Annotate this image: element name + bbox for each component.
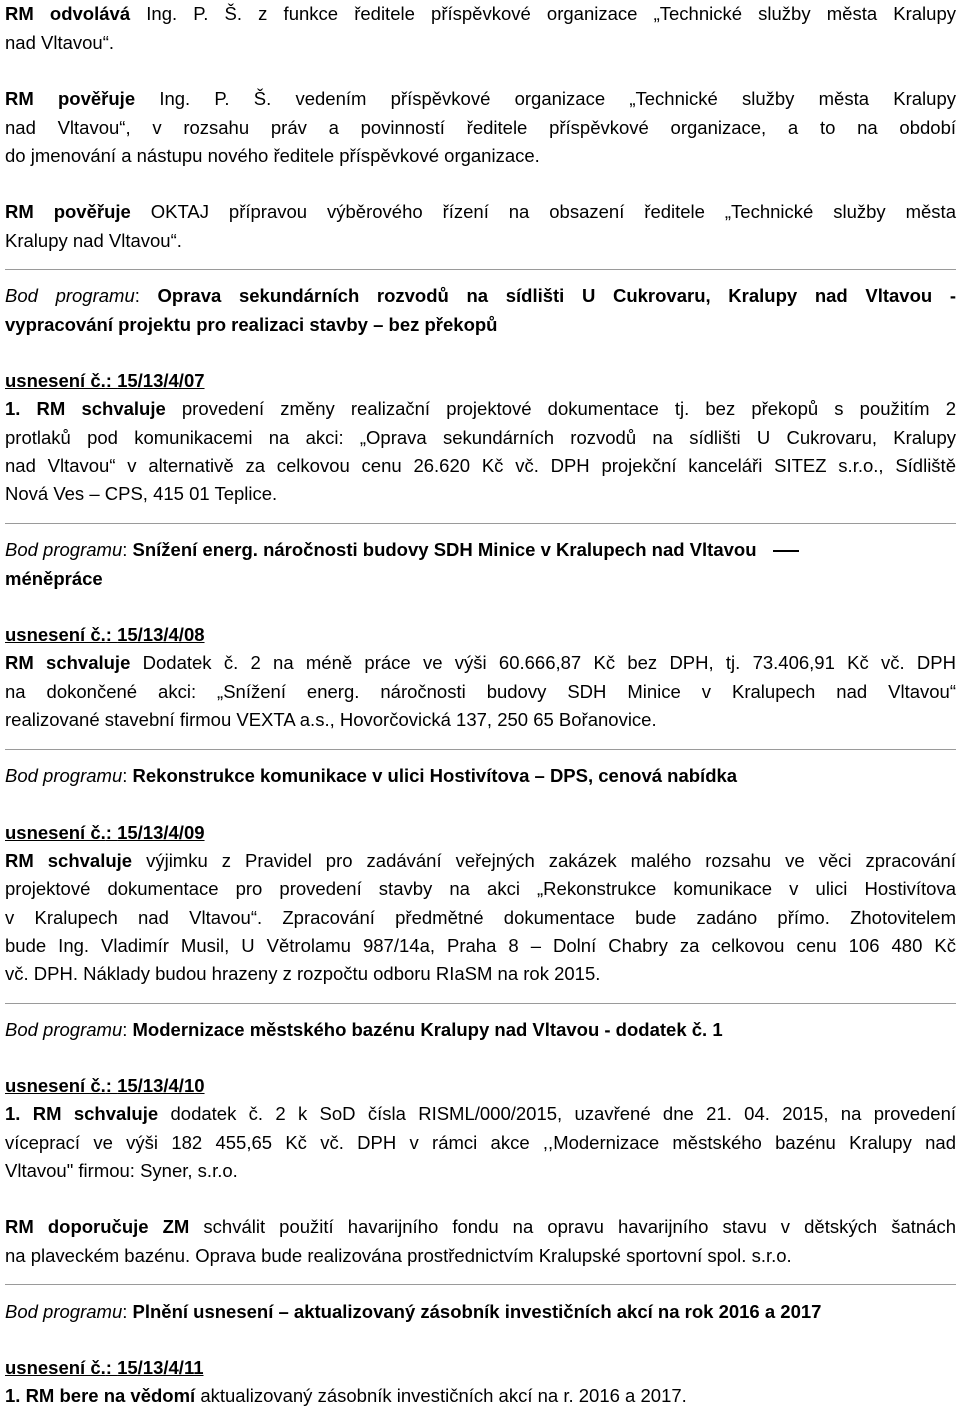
agenda-item-title: Bod programu: Plnění usnesení – aktualizovaný zásobník investičních akcí na rok 2016 a 2017	[5, 1301, 822, 1322]
decision-text: dodatek č. 2 k SoD čísla RISML/000/2015, uzavřené dne 21. 04. 2015, na provedení	[158, 1103, 956, 1124]
section-divider	[5, 1003, 956, 1004]
text-line	[5, 849, 956, 873]
text-line: Kralupy nad Vltavou“.	[5, 230, 182, 251]
resolution-number: usnesení č.: 15/13/4/09	[5, 822, 205, 843]
decision-verb: RM odvolává	[5, 3, 131, 24]
agenda-item-title: Bod programu: Snížení energ. náročnosti budovy SDH Minice v Kralupech nad Vltavou	[5, 538, 799, 562]
text-line: realizované stavební firmou VEXTA a.s., Hovorčovická 137, 250 65 Bořanovice.	[5, 709, 657, 730]
agenda-title: Plnění usnesení – aktualizovaný zásobník investičních akcí na rok 2016 a 2017	[132, 1301, 822, 1322]
section-divider	[5, 523, 956, 524]
decision-text: výjimku z Pravidel pro zadávání veřejných zakázek malého rozsahu ve věci zpracování	[132, 850, 956, 871]
agenda-label: Bod programu	[5, 539, 123, 560]
resolution-label: usnesení č.	[5, 624, 106, 645]
text-line	[5, 1215, 956, 1239]
agenda-title: Snížení energ. náročnosti budovy SDH Minice v Kralupech nad Vltavou	[132, 539, 757, 560]
resolution-number: usnesení č.: 15/13/4/10	[5, 1075, 205, 1096]
text-line: víceprací ve výši 182 455,65 Kč vč. DPH v rámci akce ,,Modernizace městského bazénu Kralupy nad	[5, 1132, 956, 1153]
resolution-number: usnesení č.: 15/13/4/08	[5, 624, 205, 645]
resolution-id: 15/13/4/07	[117, 370, 205, 391]
agenda-item-title: Bod programu: Rekonstrukce komunikace v ulici Hostivítova – DPS, cenová nabídka	[5, 765, 738, 786]
text-line	[5, 87, 956, 111]
section-divider	[5, 269, 956, 270]
decision-verb: RM pověřuje	[5, 88, 136, 109]
agenda-item-title: méněpráce	[5, 568, 103, 589]
agenda-label: Bod programu	[5, 1019, 123, 1040]
decision-verb: RM doporučuje ZM	[5, 1216, 190, 1237]
decision-text: Ing. P. Š. vedením příspěvkové organizace „Technické služby města Kralupy	[135, 88, 956, 109]
agenda-title: Rekonstrukce komunikace v ulici Hostivítova – DPS, cenová nabídka	[132, 765, 738, 786]
resolution-id: 15/13/4/11	[117, 1357, 204, 1378]
decision-verb: 1. RM schvaluje	[5, 398, 166, 419]
text-line: bude Ing. Vladimír Musil, U Větrolamu 987/14a, Praha 8 – Dolní Chabry za celkovou cenu 106 480 Kč	[5, 935, 956, 956]
text-line	[5, 2, 956, 26]
text-line	[5, 1384, 687, 1408]
decision-text: schválit použití havarijního fondu na opravu havarijního stavu v dětských šatnách	[189, 1216, 956, 1237]
agenda-item-title: Bod programu: Oprava sekundárních rozvodů na sídlišti U Cukrovaru, Kralupy nad Vltavou -	[5, 285, 956, 306]
resolution-id: 15/13/4/08	[117, 624, 205, 645]
agenda-label: Bod programu	[5, 285, 135, 306]
resolution-number: usnesení č.: 15/13/4/07	[5, 370, 205, 391]
text-line: vč. DPH. Náklady budou hrazeny z rozpočtu odboru RIaSM na rok 2015.	[5, 963, 601, 984]
resolution-label: usnesení č.	[5, 1357, 106, 1378]
text-line: nad Vltavou“, v rozsahu práv a povinností ředitele příspěvkové organizace, a to na období	[5, 117, 956, 138]
text-line: protlaků pod komunikacemi na akci: „Oprava sekundárních rozvodů na sídlišti U Cukrovaru, Kralupy	[5, 427, 956, 448]
decision-text: aktualizovaný zásobník investičních akcí na r. 2016 a 2017.	[195, 1385, 687, 1406]
text-line: v Kralupech nad Vltavou“. Zpracování předmětné dokumentace bude zadáno přímo. Zhotovitelem	[5, 907, 956, 928]
text-line	[5, 651, 956, 675]
decision-verb: RM pověřuje	[5, 201, 131, 222]
decision-verb: RM schvaluje	[5, 850, 133, 871]
decision-verb: RM schvaluje	[5, 652, 131, 673]
text-line: Vltavou" firmou: Syner, s.r.o.	[5, 1160, 238, 1181]
text-line: do jmenování a nástupu nového ředitele příspěvkové organizace.	[5, 145, 540, 166]
decision-verb: 1. RM schvaluje	[5, 1103, 159, 1124]
section-divider	[5, 749, 956, 750]
text-line	[5, 200, 956, 224]
decision-text: OKTAJ přípravou výběrového řízení na obsazení ředitele „Technické služby města	[130, 201, 956, 222]
text-line	[5, 397, 956, 421]
decision-text: Ing. P. Š. z funkce ředitele příspěvkové organizace „Technické služby města Kralupy	[130, 3, 956, 24]
text-line: nad Vltavou“ v alternativě za celkovou cenu 26.620 Kč vč. DPH projekční kanceláři SITEZ s.r.o., Sídliště	[5, 455, 956, 476]
text-line: Nová Ves – CPS, 415 01 Teplice.	[5, 483, 278, 504]
agenda-title: Oprava sekundárních rozvodů na sídlišti U Cukrovaru, Kralupy nad Vltavou -	[157, 285, 956, 306]
text-line: projektové dokumentace pro provedení stavby na akci „Rekonstrukce komunikace v ulici Hostivítova	[5, 878, 956, 899]
text-line: nad Vltavou“.	[5, 32, 115, 53]
resolution-id: 15/13/4/10	[117, 1075, 205, 1096]
agenda-label: Bod programu	[5, 1301, 123, 1322]
resolution-label: usnesení č.	[5, 1075, 106, 1096]
resolution-number: usnesení č.: 15/13/4/11	[5, 1357, 204, 1378]
agenda-title: Modernizace městského bazénu Kralupy nad Vltavou - dodatek č. 1	[132, 1019, 723, 1040]
decision-verb: 1. RM bere na vědomí	[5, 1385, 196, 1406]
decision-text: Dodatek č. 2 na méně práce ve výši 60.666,87 Kč bez DPH, tj. 73.406,91 Kč vč. DPH	[130, 652, 956, 673]
decision-text: provedení změny realizační projektové dokumentace tj. bez překopů s použitím 2	[165, 398, 956, 419]
section-divider	[5, 1284, 956, 1285]
agenda-item-title: vypracování projektu pro realizaci stavby – bez překopů	[5, 314, 498, 335]
resolution-id: 15/13/4/09	[117, 822, 205, 843]
agenda-label: Bod programu	[5, 765, 123, 786]
dash-mark	[773, 550, 799, 552]
resolution-label: usnesení č.	[5, 822, 106, 843]
text-line: na dokončené akci: „Snížení energ. náročnosti budovy SDH Minice v Kralupech nad Vltavou“	[5, 681, 956, 702]
agenda-item-title: Bod programu: Modernizace městského bazénu Kralupy nad Vltavou - dodatek č. 1	[5, 1019, 723, 1040]
resolution-label: usnesení č.	[5, 370, 106, 391]
text-line	[5, 1102, 956, 1126]
text-line: na plaveckém bazénu. Oprava bude realizována prostřednictvím Kralupské sportovní spol. s.r.o.	[5, 1245, 792, 1266]
